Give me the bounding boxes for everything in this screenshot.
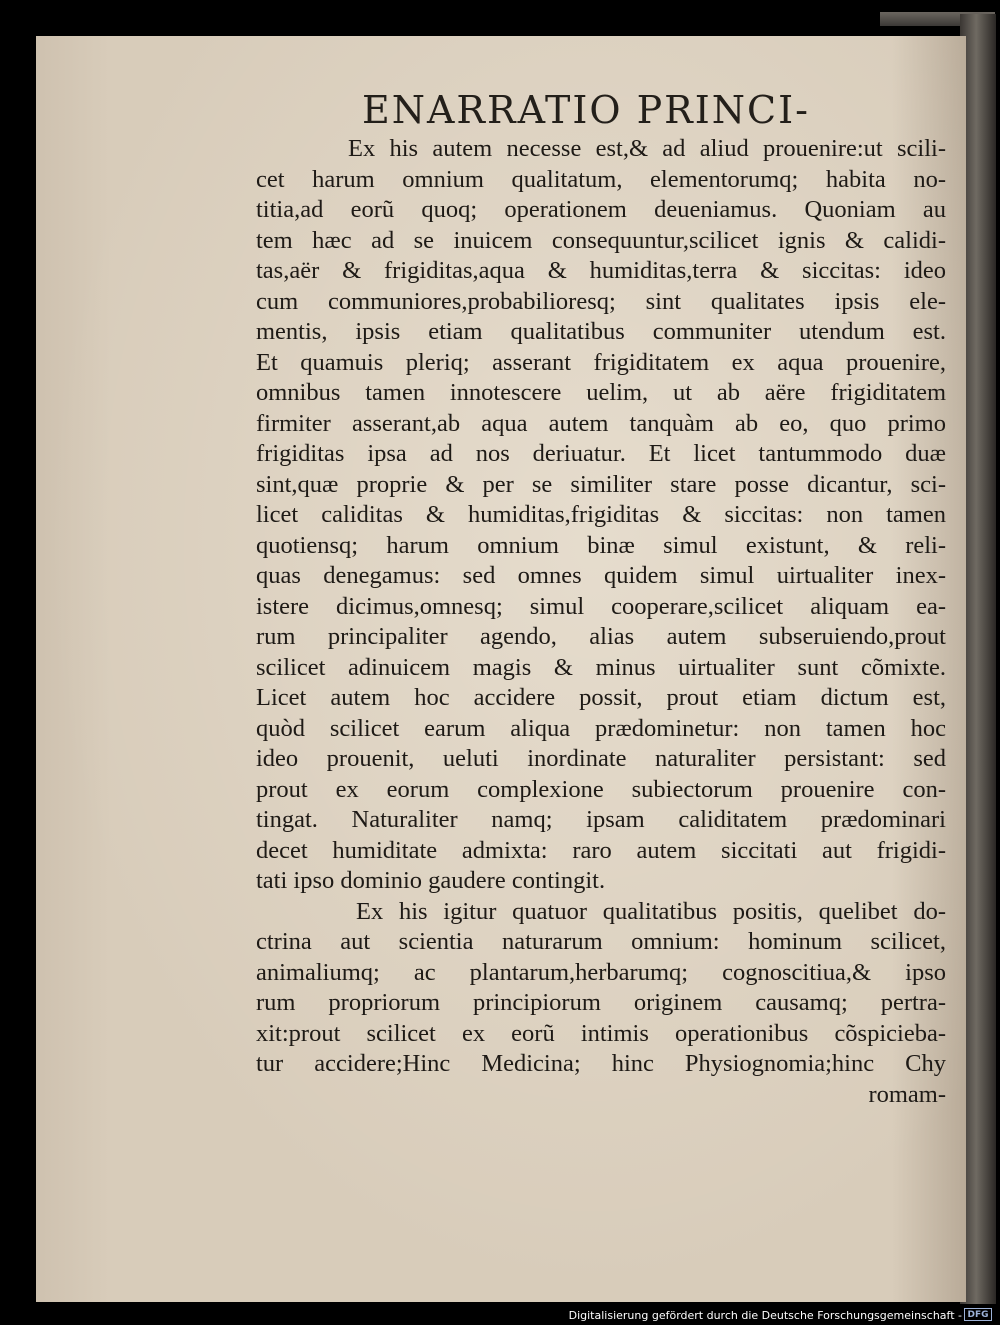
text-line: rum principaliter agendo, alias autem subseruiendo,prout [256, 623, 946, 650]
text-line: quas denegamus: sed omnes quidem simul uirtualiter inex- [256, 562, 946, 589]
text-line: tati ipso dominio gaudere contingit. [256, 867, 606, 894]
text-line: omnibus tamen innotescere uelim, ut ab aëre frigiditatem [256, 379, 946, 406]
text-line: decet humiditate admixta: raro autem siccitati aut frigidi- [256, 836, 946, 864]
text-line: Ex his autem necesse est,& ad aliud prouenire:ut scili- [348, 135, 946, 162]
text-line: xit:prout scilicet ex eorũ intimis operationibus cõspicieba- [256, 1019, 946, 1047]
text-line: quotiensq; harum omnium binæ simul existunt, & reli- [256, 531, 946, 559]
text-line: firmiter asserant,ab aqua autem tanquàm ab eo, quo primo [256, 409, 946, 437]
book-page [36, 36, 966, 1302]
text-line: scilicet adinuicem magis & minus uirtualiter sunt cõmixte. [256, 653, 946, 681]
text-line: ideo prouenit, ueluti inordinate naturaliter persistant: sed [256, 745, 946, 772]
text-line: tem hæc ad se inuicem consequuntur,scilicet ignis & calidi- [256, 226, 946, 254]
text-line: Ex his igitur quatuor qualitatibus positis, quelibet do- [356, 897, 946, 925]
text-line: frigiditas ipsa ad nos deriuatur. Et licet tantummodo duæ [256, 440, 946, 467]
text-line: quòd scilicet earum aliqua prædominetur: non tamen hoc [256, 714, 946, 742]
text-line: cum communiores,probabilioresq; sint qualitates ipsis ele- [256, 287, 946, 315]
credit-text: Digitalisierung gefördert durch die Deutsche Forschungsgemeinschaft - [568, 1308, 962, 1322]
text-line: titia,ad eorũ quoq; operationem deueniamus. Quoniam au [256, 196, 946, 223]
digitization-credit [569, 1308, 962, 1322]
text-line: Licet autem hoc accidere possit, prout etiam dictum est, [256, 684, 946, 711]
text-line: ctrina aut scientia naturarum omnium: hominum scilicet, [256, 928, 946, 955]
running-title: ENARRATIO PRINCI- [362, 88, 810, 132]
text-line: cet harum omnium qualitatum, elementorumq; habita no- [256, 165, 946, 193]
text-line: mentis, ipsis etiam qualitatibus communiter utendum est. [256, 318, 946, 345]
text-line: tur accidere;Hinc Medicina; hinc Physiognomia;hinc Chy [256, 1050, 946, 1077]
text-line: tingat. Naturaliter namq; ipsam caliditatem prædominari [256, 806, 946, 833]
text-line: rum propriorum principiorum originem causamq; pertra- [256, 989, 946, 1016]
text-line: tas,aër & frigiditas,aqua & humiditas,terra & siccitas: ideo [256, 257, 946, 284]
text-line: prout ex eorum complexione subiectorum prouenire con- [256, 775, 946, 803]
catchword: romam- [868, 1080, 946, 1108]
text-line: istere dicimus,omnesq; simul cooperare,scilicet aliquam ea- [256, 592, 946, 620]
text-line: Et quamuis pleriq; asserant frigiditatem ex aqua prouenire, [256, 348, 946, 376]
text-line: animaliumq; ac plantarum,herbarumq; cognoscitiua,& ipso [256, 958, 946, 986]
page-text [256, 134, 946, 1110]
text-line: sint,quæ proprie & per se similiter stare posse dicantur, sci- [256, 470, 946, 498]
dfg-logo: DFG [964, 1308, 992, 1321]
text-line: licet caliditas & humiditas,frigiditas & siccitas: non tamen [256, 501, 946, 528]
